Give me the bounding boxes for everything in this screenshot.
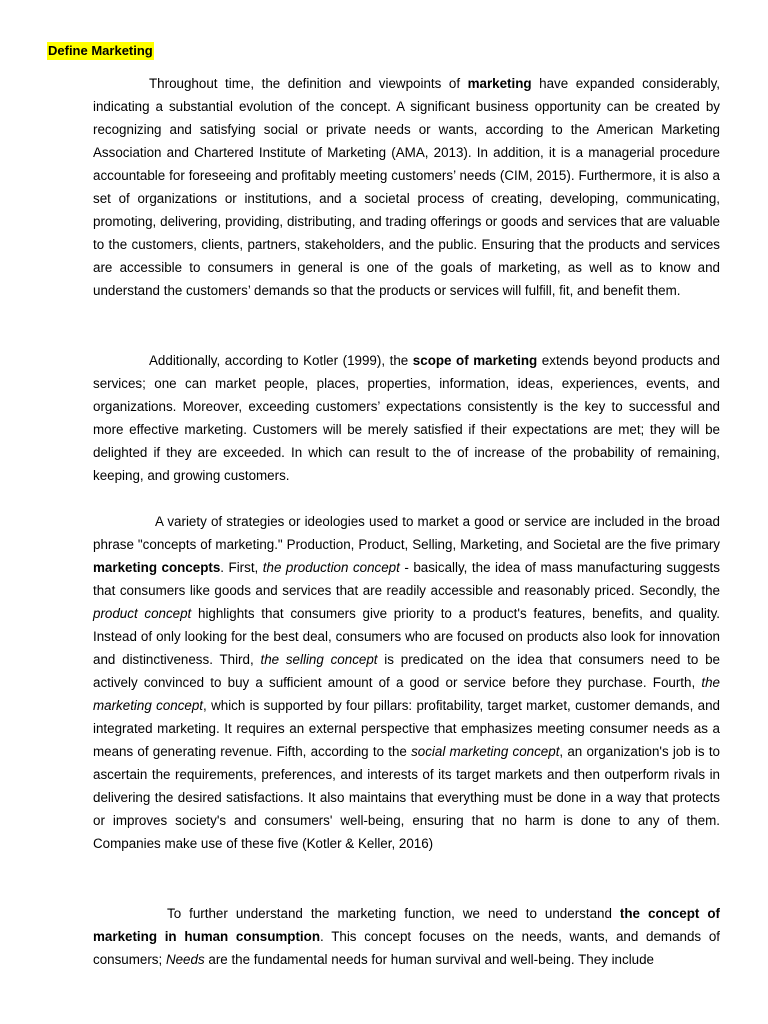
text-run: Throughout time, the definition and viewpoints of [149,76,468,91]
italic-term: the selling concept [260,652,378,667]
text-run: are the fundamental needs for human survival and well-being. They include [204,952,655,967]
section-heading: Define Marketing [48,43,153,58]
italic-term: the marketing concept [93,675,720,713]
text-run: have expanded considerably, indicating a substantial evolution of the concept. A significant business opportunity can be created by recognizing and satisfying social or private needs or wants, according to the American Marketing Association and Chartered Institute of Marketing (AMA, 2013). In addition, it is a managerial procedure accountable for foreseeing and profitably meeting customers’ needs (CIM, 2015). Furthermore, it is also a set of organizations or institutions, and a societal process of creating, developing, communicating, promoting, delivering, providing, distributing, and trading offerings or goods and services that are valuable to the customers, clients, partners, stakeholders, and the public. Ensuring that the products and services are accessible to consumers in general is one of the goals of marketing, as well as to know and understand the customers’ demands so that the products or services will fulfill, fit, and benefit them. [93,76,721,298]
italic-term: product concept [93,606,192,621]
bold-term: marketing [467,76,532,91]
text-run: highlights that consumers give priority to a product's features, benefits, and quality. Instead of only looking for the best deal, consumers who are focused on products also look for innovation and distinctiveness. Third, [93,606,720,667]
text-run: extends beyond products and services; one can market people, places, properties, information, ideas, experiences, events, and organizations. Moreover, exceeding customers’ expectations consistently is the key to successful and more effective marketing. Customers will be merely satisfied if their expectations are met; they will be delighted if they are exceeded. In which can result to the of increase of the probability of remaining, keeping, and growing customers. [93,353,720,483]
italic-term: Needs [165,952,205,967]
text-run: , which is supported by four pillars: profitability, target market, customer demands, and integrated marketing. It requires an external perspective that emphasizes meeting consumer needs as a means of generating revenue. Fifth, according to the [93,698,720,759]
paragraph-scope [93,349,720,487]
bold-term: scope of marketing [412,353,538,368]
text-run: , an organization's job is to ascertain the requirements, preferences, and interests of its target markets and then outperform rivals in delivering the desired satisfactions. It also maintains that everything must be done in a way that protects or improves society's and consumers' well-being, ensuring that no harm is done to any of them. Companies make use of these five (Kotler & Keller, 2016) [93,744,721,851]
text-run: To further understand the marketing function, we need to understand [167,906,620,921]
bold-term: marketing concepts [93,560,221,575]
italic-term: the production concept [262,560,400,575]
text-run: A variety of strategies or ideologies used to market a good or service are included in the broad phrase "concepts of marketing." Production, Product, Selling, Marketing, and Societal are the five primary [93,514,720,552]
text-run: is predicated on the idea that consumers need to be actively convinced to buy a sufficient amount of a good or service before they purchase. Fourth, [93,652,720,690]
bold-term: the concept of marketing in human consumption [93,906,720,944]
text-run: . This concept focuses on the needs, wants, and demands of consumers; [93,929,720,967]
text-run: . First, [220,560,263,575]
italic-term: social marketing concept [411,744,560,759]
paragraph-human-consumption [93,902,720,971]
paragraph-definition [93,72,720,302]
paragraph-concepts [93,510,720,855]
text-run: Additionally, according to Kotler (1999), the [149,353,413,368]
text-run: - basically, the idea of mass manufacturing suggests that consumers like goods and services that are readily accessible and reasonably priced. Secondly, the [93,560,720,598]
